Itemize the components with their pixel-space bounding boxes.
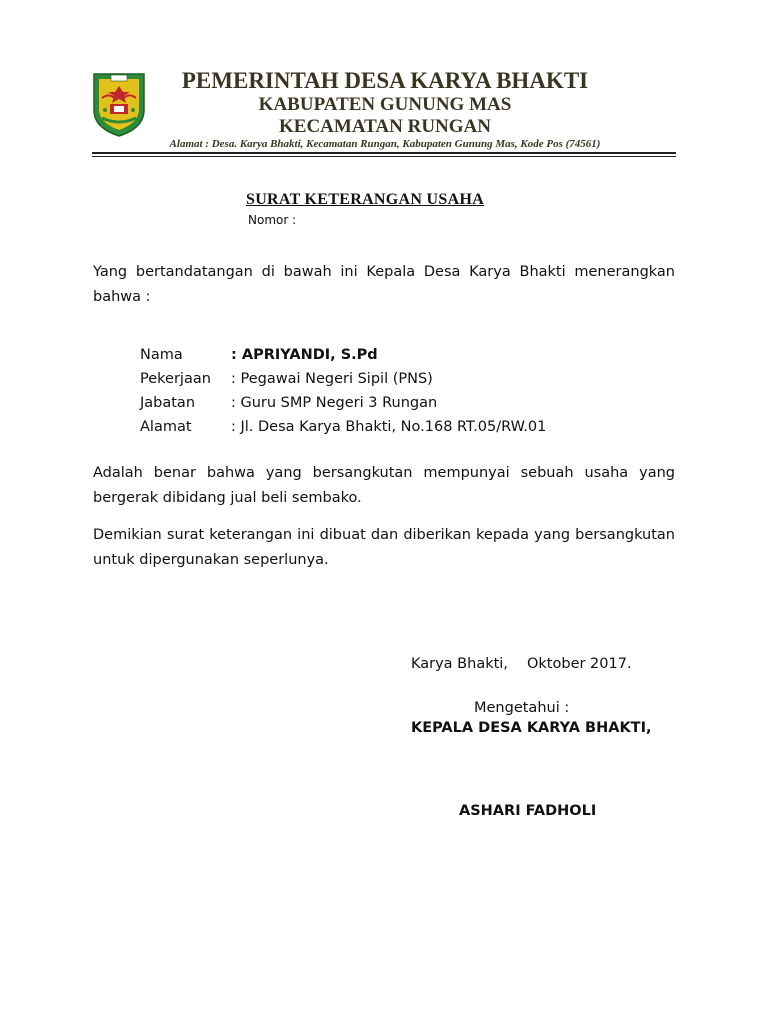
- field-label: Pekerjaan: [140, 371, 211, 387]
- field-label: Nama: [140, 347, 183, 363]
- field-value: : Guru SMP Negeri 3 Rungan: [231, 395, 438, 411]
- header-divider-thin: [92, 156, 676, 157]
- letter-number: Nomor :: [248, 213, 297, 227]
- signatory-name: ASHARI FADHOLI: [459, 803, 597, 819]
- letterhead-address: Alamat : Desa. Karya Bhakti, Kecamatan Rungan, Kabupaten Gunung Mas, Kode Pos (74561): [169, 138, 601, 150]
- closing-paragraph: Demikian surat keterangan ini dibuat dan diberikan kepada yang bersangkutan untuk dipergunakan seperlunya.: [93, 527, 675, 568]
- field-value: : Pegawai Negeri Sipil (PNS): [231, 371, 433, 387]
- field-value: : Jl. Desa Karya Bhakti, No.168 RT.05/RW.01: [231, 419, 547, 435]
- signature-place: Karya Bhakti,: [411, 656, 508, 672]
- signature-date: Oktober 2017.: [527, 656, 632, 672]
- field-label: Jabatan: [140, 395, 196, 411]
- signatory-position: KEPALA DESA KARYA BHAKTI,: [411, 720, 652, 736]
- field-nama: [140, 343, 378, 367]
- header-divider: [92, 152, 676, 154]
- field-pekerjaan: [140, 367, 433, 391]
- field-label: Alamat: [140, 419, 192, 435]
- field-alamat: [140, 415, 546, 439]
- field-jabatan: [140, 391, 437, 415]
- regency-crest-icon: [90, 70, 148, 138]
- acknowledged-label: Mengetahui :: [474, 700, 570, 716]
- district-name: KECAMATAN RUNGAN: [279, 116, 491, 137]
- government-name: PEMERINTAH DESA KARYA BHAKTI: [181, 68, 589, 93]
- letter-title: SURAT KETERANGAN USAHA: [246, 191, 485, 208]
- intro-paragraph: Yang bertandatangan di bawah ini Kepala Desa Karya Bhakti menerangkan bahwa :: [93, 264, 675, 305]
- statement-paragraph: Adalah benar bahwa yang bersangkutan mempunyai sebuah usaha yang bergerak dibidang jual beli sembako.: [93, 465, 675, 506]
- regency-name: KABUPATEN GUNUNG MAS: [258, 94, 512, 115]
- field-value: : APRIYANDI, S.Pd: [231, 347, 378, 363]
